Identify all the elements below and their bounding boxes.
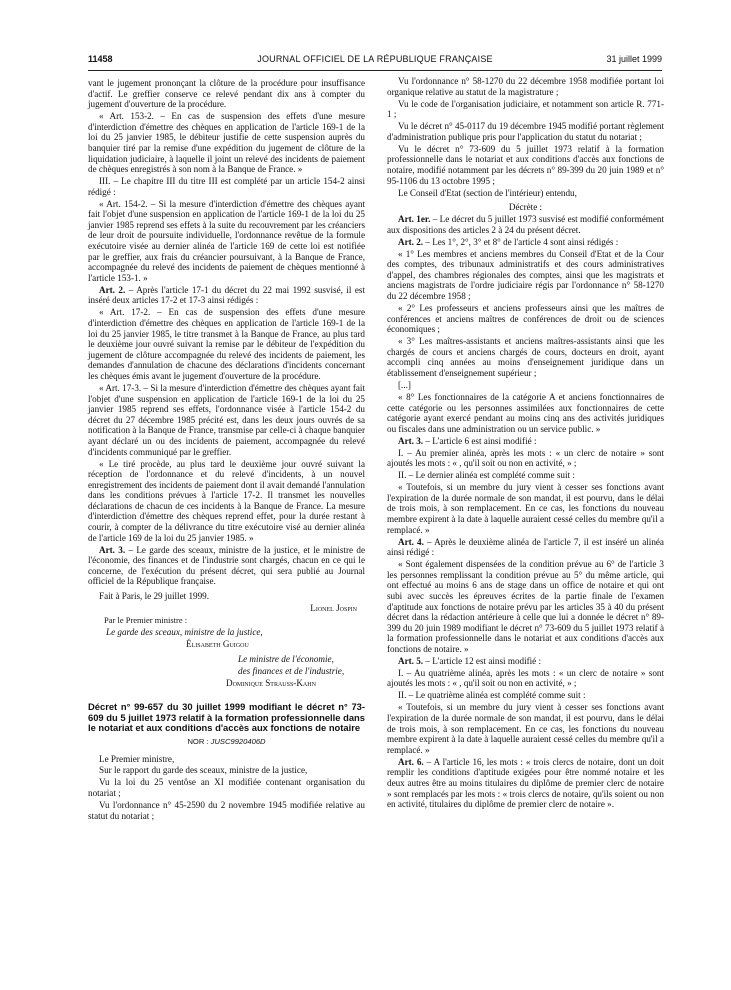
article-label: Art. 1er.: [398, 214, 431, 225]
paragraph: vant le jugement prononçant la clôture de la procédure pour insuffisance d'actif. Le greffier conserve ce relevé pendant dix ans à compter du jugement d'ouverture de la procédure.: [88, 78, 365, 110]
nor-value: JUSC9920406D: [210, 736, 266, 746]
minister-name: Dominique Strauss-Kahn: [226, 677, 316, 688]
article-text: – A l'article 16, les mots : « trois clercs de notaire, dont un doit remplir les conditions d'aptitude exigées pour être nommé notaire et les deux autres être au moins titulaires du diplôme de premier clerc de notaire » sont remplacés par les mots : « trois clercs de notaire, qu'ils soient ou non en activité, titulaires du diplôme de premier clerc de notaire ».: [387, 756, 664, 810]
paragraph: « 2° Les professeurs et anciens professeurs ainsi que les maîtres de conférences et anciens maîtres de conférences de droit ou de sciences économiques ;: [387, 303, 664, 335]
issue-date: 31 juillet 1999: [606, 54, 662, 64]
header-rule: [88, 70, 662, 71]
journal-title: JOURNAL OFFICIEL DE LA RÉPUBLIQUE FRANÇAISE: [257, 54, 493, 64]
article-text: – Le garde des sceaux, ministre de la justice, et le ministre de l'économie, des finances et de l'industrie sont chargés, chacun en ce qui le concerne, de l'exécution du présent décret, qui sera publié au Journal officiel de la République française.: [88, 544, 365, 587]
minister-title: des finances et de l'industrie,: [238, 665, 345, 676]
paragraph: Le Conseil d'Etat (section de l'intérieur) entendu,: [398, 187, 577, 198]
paragraph: « Toutefois, si un membre du jury vient à cesser ses fonctions avant l'expiration de la durée normale de son mandat, il est pourvu, dans le délai de trois mois, à son remplacement. En ce cas, les fonctions du nouveau membre expirent à la date à laquelle auraient cessé celles du membre qu'il a remplacé. »: [387, 482, 664, 535]
nor-label: NOR :: [187, 736, 211, 746]
paragraph: « Art. 153-2. – En cas de suspension des effets d'une mesure d'interdiction d'émettre des chèques en application de l'article 169-1 de la loi du 25 janvier 1985, le débiteur justifie de cette suspension auprès du banquier tiré par la remise d'une expédition du jugement de clôture de la liquidation judiciaire, à laquelle il joint un relevé des incidents de paiement de chèques enregistrés à son nom à la Banque de France. »: [88, 111, 365, 175]
paragraph: « Le tiré procède, au plus tard le deuxième jour ouvré suivant la réception de l'ordonnance et du relevé d'incidents, à un nouvel enregistrement des incidents de paiement dont il avait demandé l'annulation dans les conditions prévues à l'article 17-2. Il transmet les nouvelles déclarations de chacun de ces incidents à la Banque de France. La mesure d'interdiction d'émettre des chèques reprend effet, pour la durée restant à courir, à compter de la délivrance du titre exécutoire visé au dernier alinéa de l'article 169 de la loi du 25 janvier 1985. »: [88, 458, 365, 543]
page-header: [88, 52, 662, 68]
article-paragraph: [387, 537, 664, 558]
minister-name: Élisabeth Guigou: [186, 638, 249, 649]
article-paragraph: [387, 757, 664, 810]
article-paragraph: [387, 237, 664, 248]
article-label: Art. 6.: [398, 756, 424, 767]
paragraph: « Toutefois, si un membre du jury vient à cesser ses fonctions avant l'expiration de la durée normale de son mandat, il est pourvu, dans le délai de trois mois, à son remplacement. En ce cas, les fonctions du nouveau membre expirent à la date à laquelle auraient cessé celles du membre qu'il a remplacé. »: [387, 702, 664, 755]
article-label: Art. 2.: [99, 284, 126, 295]
paragraph: II. – Le quatrième alinéa est complété comme suit :: [398, 690, 586, 701]
article-text: – Le décret du 5 juillet 1973 susvisé est modifié conformément aux dispositions des articles 2 à 24 du présent décret.: [387, 214, 664, 235]
paragraph: Vu l'ordonnance n° 45-2590 du 2 novembre 1945 modifiée relative au statut du notariat ;: [88, 800, 365, 821]
article-text: – Après le deuxième alinéa de l'article 7, il est inséré un alinéa ainsi rédigé :: [387, 536, 664, 558]
left-column: [88, 78, 365, 823]
article-text: – Après l'article 17-1 du décret du 22 mai 1992 susvisé, il est inséré deux articles 17-2 et 17-3 ainsi rédigés :: [88, 284, 365, 306]
paragraph: Vu la loi du 25 ventôse an XI modifiée contenant organisation du notariat ;: [88, 777, 365, 799]
paragraph: « 1° Les membres et anciens membres du Conseil d'Etat et de la Cour des comptes, des tribunaux administratifs et des cours administratives d'appel, des chambres régionales des comptes, ainsi que les magistrats et anciens magistrats de l'ordre judiciaire régis par l'ordonnance n° 58-1270 du 22 décembre 1958 ;: [387, 248, 664, 302]
signatory-name: Lionel Jospin: [310, 603, 357, 614]
article-label: Art. 5.: [398, 655, 424, 666]
page-number: 11458: [88, 54, 113, 64]
article-label: Art. 3.: [398, 435, 424, 446]
nor-reference: [88, 737, 365, 748]
pm-label: Par le Premier ministre :: [104, 615, 188, 625]
paragraph: Vu le code de l'organisation judiciaire, et notamment son article R. 771-1 ;: [387, 98, 664, 120]
right-column: [387, 76, 664, 811]
paragraph: « Art. 154-2. – Si la mesure d'interdiction d'émettre des chèques ayant fait l'objet d'une suspension en application de l'article 169-1 de la loi du 25 janvier 1985 reprend ses effets à la suite du recouvrement par les créanciers de leur droit de poursuite individuelle, l'ordonnance revêtue de la formule exécutoire visée au dernier alinéa de l'article 169 de cette loi est notifiée par le greffier, aux frais du créancier poursuivant, à la Banque de France, accompagnée du relevé des incidents de paiement de chèques mentionné à l'article 153-1. »: [88, 198, 365, 283]
paragraph: I. – Au quatrième alinéa, après les mots : « un clerc de notaire » sont ajoutés les mots : « , qu'il soit ou non en activité, » ;: [387, 667, 664, 689]
place-date: Fait à Paris, le 29 juillet 1999.: [99, 591, 209, 602]
article-paragraph: [387, 436, 664, 447]
paragraph: « 3° Les maîtres-assistants et anciens maîtres-assistants ainsi que les chargés de cours et anciens chargés de cours, docteurs en droit, ayant accompli cinq années au moins d'enseignement juridique dans un établissement d'enseignement supérieur ;: [387, 336, 664, 378]
paragraph: Vu le décret n° 45-0117 du 19 décembre 1945 modifié portant règlement d'administration publique pris pour l'application du statut du notariat ;: [387, 121, 664, 142]
paragraph: « Art. 17-3. – Si la mesure d'interdiction d'émettre des chèques ayant fait l'objet d'une suspension en application de l'article 169-1 de la loi du 25 janvier 1985 reprend ses effets, l'ordonnance visée à l'article 154-2 du décret du 27 décembre 1985 précité est, dans les deux jours ouvrés de sa notification à la Banque de France, transmise par celle-ci à chaque banquier ayant déclaré un ou des incidents de paiement, accompagnée du relevé d'incidents communiqué par le greffier.: [88, 382, 365, 457]
article-label: Art. 2.: [398, 236, 424, 247]
article-paragraph: [387, 214, 664, 235]
paragraph: I. – Au premier alinéa, après les mots : « un clerc de notaire » sont ajoutés les mots : « , qu'il soit ou non en activité, » ;: [387, 447, 664, 469]
paragraph: III. – Le chapitre III du titre III est complété par un article 154-2 ainsi rédigé :: [88, 176, 365, 197]
decrete-heading: Décrète :: [508, 202, 543, 213]
paragraph: II. – Le dernier alinéa est complété comme suit :: [398, 470, 575, 481]
article-paragraph: [88, 545, 365, 587]
article-text: – L'article 6 est ainsi modifié :: [423, 435, 537, 446]
paragraph: « Art. 17-2. – En cas de suspension des effets d'une mesure d'interdiction d'émettre des chèques en application de l'article 169-1 de la loi du 25 janvier 1985, le titre transmet à la Banque de France, au plus tard le deuxième jour ouvré suivant la remise par le débiteur de l'expédition du jugement de clôture accompagnée du relevé des incidents de paiement, les demandes d'annulation de chacune des déclarations d'incidents concernant les chèques émis avant le jugement d'ouverture de la procédure.: [88, 307, 365, 381]
paragraph: Sur le rapport du garde des sceaux, ministre de la justice,: [99, 765, 308, 776]
paragraph: Le Premier ministre,: [99, 753, 175, 764]
article-text: – L'article 12 est ainsi modifié :: [423, 655, 542, 666]
decree-title: Décret n° 99-657 du 30 juillet 1999 modifiant le décret n° 73-609 du 5 juillet 1973 relatif à la formation professionnelle dans le notariat et aux conditions d'accès aux fonctions de notaire: [88, 701, 365, 734]
article-paragraph: [387, 656, 664, 667]
paragraph: « Sont également dispensées de la condition prévue au 6° de l'article 3 les personnes remplissant la condition prévue au 5° du même article, qui ont effectué au moins 6 ans de stage dans un office de notaire et qui ont subi avec succès les épreuves écrites de la partie finale de l'examen d'aptitude aux fonctions de notaire prévu par les articles 35 à 40 du présent décret dans la rédaction antérieure à celle que lui a donnée le décret n° 89-399 du 20 juin 1989 modifiant le décret n° 73-609 du 5 juillet 1973 relatif à la formation professionnelle dans le notariat et aux conditions d'accès aux fonctions de notaire. »: [387, 559, 664, 654]
paragraph: « 8° Les fonctionnaires de la catégorie A et anciens fonctionnaires de cette catégorie ou les personnes assimilées aux fonctionnaires de cette catégorie ayant exercé pendant au moins cinq ans des activités juridiques ou fiscales dans une administration ou un service public. »: [387, 391, 664, 434]
article-paragraph: [88, 285, 365, 306]
article-text: – Les 1°, 2°, 3° et 8° de l'article 4 sont ainsi rédigés :: [423, 236, 619, 247]
paragraph: Vu le décret n° 73-609 du 5 juillet 1973 relatif à la formation professionnelle dans le notariat et aux conditions d'accès aux fonctions de notaire, modifié notamment par les décrets n° 89-399 du 20 juin 1989 et n° 95-1106 du 13 octobre 1995 ;: [387, 143, 664, 186]
ellipsis: [...]: [398, 379, 411, 390]
paragraph: Vu l'ordonnance n° 58-1270 du 22 décembre 1958 modifiée portant loi organique relative au statut de la magistrature ;: [387, 76, 664, 97]
minister-title: Le ministre de l'économie,: [238, 653, 334, 664]
article-label: Art. 4.: [398, 536, 424, 547]
article-label: Art. 3.: [99, 544, 126, 555]
minister-title: Le garde des sceaux, ministre de la justice,: [106, 626, 263, 637]
